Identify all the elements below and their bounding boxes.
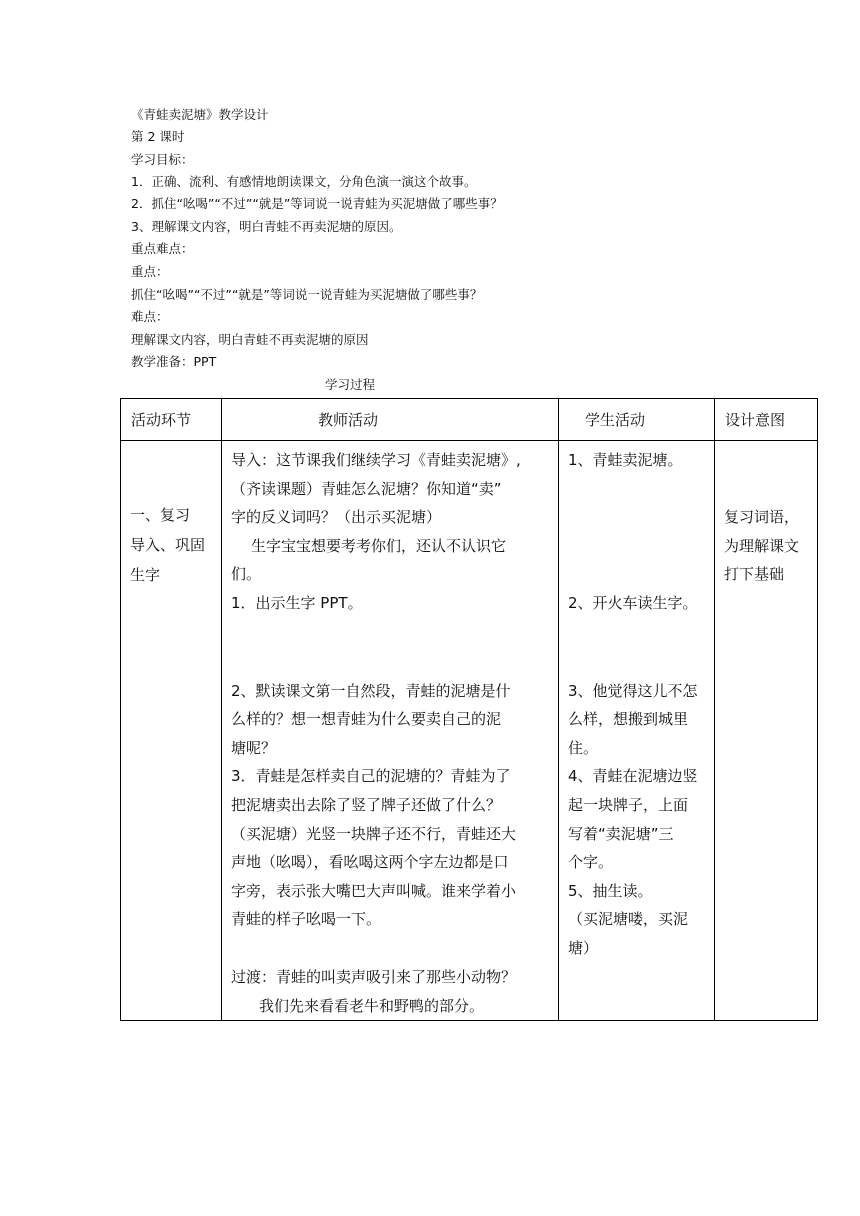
difficulty-text: 理解课文内容，明白青蛙不再卖泥塘的原因: [131, 332, 369, 347]
intent-line: 复习词语，: [724, 508, 800, 526]
teacher-line: 3．青蛙是怎样卖自己的泥塘的？青蛙为了: [231, 767, 511, 785]
stage-line: 导入、巩固: [130, 536, 206, 554]
goals-label: 学习目标：: [131, 152, 194, 167]
teacher-line: 们。: [231, 565, 262, 583]
teacher-line: 生字宝宝想要考考你们，还认不认识它: [251, 537, 507, 555]
student-line: 4、青蛙在泥塘边竖: [568, 767, 698, 785]
lesson-label: 第 2 课时: [131, 129, 185, 144]
table-header-cell: 设计意图: [715, 399, 818, 441]
stage-line: 一、复习: [130, 506, 191, 524]
stage-line: 生字: [130, 566, 161, 584]
teacher-line: （买泥塘）光竖一块牌子还不行，青蛙还大: [231, 825, 517, 843]
student-line: 5、抽生读。: [568, 882, 653, 900]
student-activity-cell: [559, 441, 715, 1021]
goal-item: 3、理解课文内容，明白青蛙不再卖泥塘的原因。: [131, 219, 402, 234]
student-line: 起一块牌子，上面: [568, 796, 689, 814]
intent-line: 打下基础: [724, 565, 785, 583]
student-line: 住。: [568, 739, 599, 757]
teacher-line: 我们先来看看老牛和野鸭的部分。: [259, 997, 485, 1015]
teacher-line: 1．出示生字 PPT。: [231, 594, 363, 612]
student-line: 3、他觉得这儿不怎: [568, 682, 698, 700]
intent-line: 为理解课文: [724, 537, 800, 555]
teacher-line: 声地（吆喝），看吆喝这两个字左边都是口: [231, 853, 509, 871]
key-label: 重点：: [131, 264, 169, 279]
teacher-line: （齐读课题）青蛙怎么泥塘？你知道“卖”: [231, 480, 502, 498]
process-table: [120, 398, 818, 1021]
difficulty-label: 难点：: [131, 309, 169, 324]
design-intent-cell: [715, 441, 818, 1021]
key-text: 抓住“吆喝”“不过”“就是”等词说一说青蛙为买泥塘做了哪些事？: [131, 287, 483, 302]
teacher-line: 把泥塘卖出去除了竖了牌子还做了什么？: [231, 796, 502, 814]
table-header-cell: 学生活动: [559, 399, 715, 441]
teacher-line: 过渡：青蛙的叫卖声吸引来了那些小动物？: [231, 968, 517, 986]
teacher-line: 么样的？想一想青蛙为什么要卖自己的泥: [231, 710, 502, 728]
student-line: 么样，想搬到城里: [568, 710, 689, 728]
teacher-line: 青蛙的样子吆喝一下。: [231, 910, 382, 928]
student-line: 塘）: [568, 939, 599, 957]
goal-item: 2．抓住“吆喝”“不过”“就是”等词说一说青蛙为买泥塘做了哪些事？: [131, 196, 503, 211]
teacher-activity-cell: [222, 441, 559, 1021]
table-row: [121, 441, 818, 1021]
stage-cell: [121, 441, 222, 1021]
teacher-line: 塘呢？: [231, 739, 277, 757]
table-header-cell: 活动环节: [121, 399, 222, 441]
teacher-line: 2、默读课文第一自然段，青蛙的泥塘是什: [231, 682, 511, 700]
doc-title: 《青蛙卖泥塘》教学设计: [131, 107, 269, 122]
table-header-row: [121, 399, 818, 441]
student-line: 1、青蛙卖泥塘。: [568, 451, 683, 469]
teacher-line: 导入：这节课我们继续学习《青蛙卖泥塘》,: [231, 451, 521, 469]
student-line: 个字。: [568, 853, 614, 871]
goal-item: 1．正确、流利、有感情地朗读课文，分角色演一演这个故事。: [131, 174, 477, 189]
student-line: 写着“卖泥塘”三: [568, 825, 674, 843]
table-header-cell: 教师活动: [222, 399, 559, 441]
key-difficulty-label: 重点难点：: [131, 241, 194, 256]
teacher-line: 字的反义词吗？（出示买泥塘）: [231, 508, 442, 526]
prep-text: 教学准备：PPT: [131, 354, 217, 369]
student-line: （买泥塘喽，买泥: [568, 910, 689, 928]
student-line: 2、开火车读生字。: [568, 594, 698, 612]
process-title: 学习过程: [324, 377, 375, 392]
teacher-line: 字旁，表示张大嘴巴大声叫喊。谁来学着小: [231, 882, 517, 900]
